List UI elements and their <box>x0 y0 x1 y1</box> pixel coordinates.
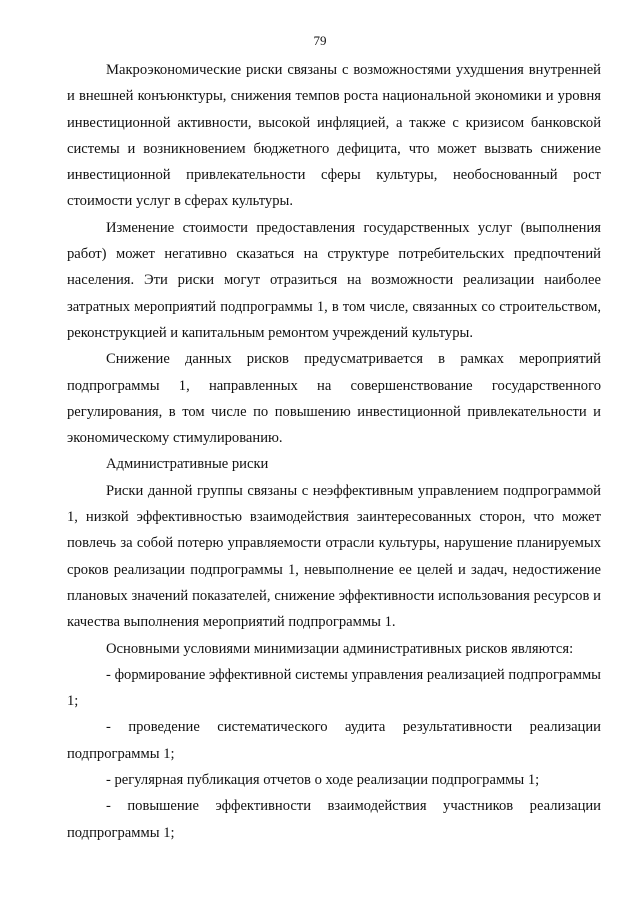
paragraph-risk-reduction: Снижение данных рисков предусматривается в рамках мероприятий подпрограммы 1, направленных на совершенствование государственного регулирования, в том числе по повышению инвестиционной привлекательности и экономическому стимулированию. <box>67 351 601 447</box>
section-heading-administrative-risks: Административные риски <box>106 456 269 473</box>
paragraph-administrative-risks: Риски данной группы связаны с неэффективным управлением подпрограммой 1, низкой эффективностью взаимодействия заинтересованных сторон, что может повлечь за собой потерю управляемости отрасли культуры, нарушение планируемых сроков реализации подпрограммы 1, невыполнение ее целей и задач, недостижение плановых значений показателей, снижение эффективности использования ресурсов и качества выполнения мероприятий подпрограммы 1. <box>67 482 601 631</box>
paragraph-minimization-conditions: Основными условиями минимизации административных рисков являются: <box>106 640 574 657</box>
list-item-interaction-efficiency: - повышение эффективности взаимодействия участников реализации подпрограммы 1; <box>67 798 601 841</box>
page-number: 79 <box>313 33 327 48</box>
list-item-management-system: - формирование эффективной системы управления реализацией подпрограммы 1; <box>67 666 601 710</box>
list-item-systematic-audit: - проведение систематического аудита результативности реализации подпрограммы 1; <box>67 719 601 762</box>
paragraph-service-cost-change: Изменение стоимости предоставления государственных услуг (выполнения работ) может негативно сказаться на структуре потребительских предпочтений населения. Эти риски могут отразиться на возможности реализации наиболее затратных мероприятий подпрограммы 1, в том числе, связанных со строительством, реконструкцией и капитальным ремонтом учреждений культуры. <box>67 219 601 341</box>
paragraph-macroeconomic-risks: Макроэкономические риски связаны с возможностями ухудшения внутренней и внешней конъюнктуры, снижения темпов роста национальной экономики и уровня инвестиционной активности, высокой инфляцией, а также с кризисом банковской системы и возникновением бюджетного дефицита, что может вызвать снижение инвестиционной привлекательности сферы культуры, необоснованный рост стоимости услуг в сферах культуры. <box>67 62 601 210</box>
list-item-report-publication: - регулярная публикация отчетов о ходе реализации подпрограммы 1; <box>106 772 540 789</box>
page-body <box>67 57 601 846</box>
